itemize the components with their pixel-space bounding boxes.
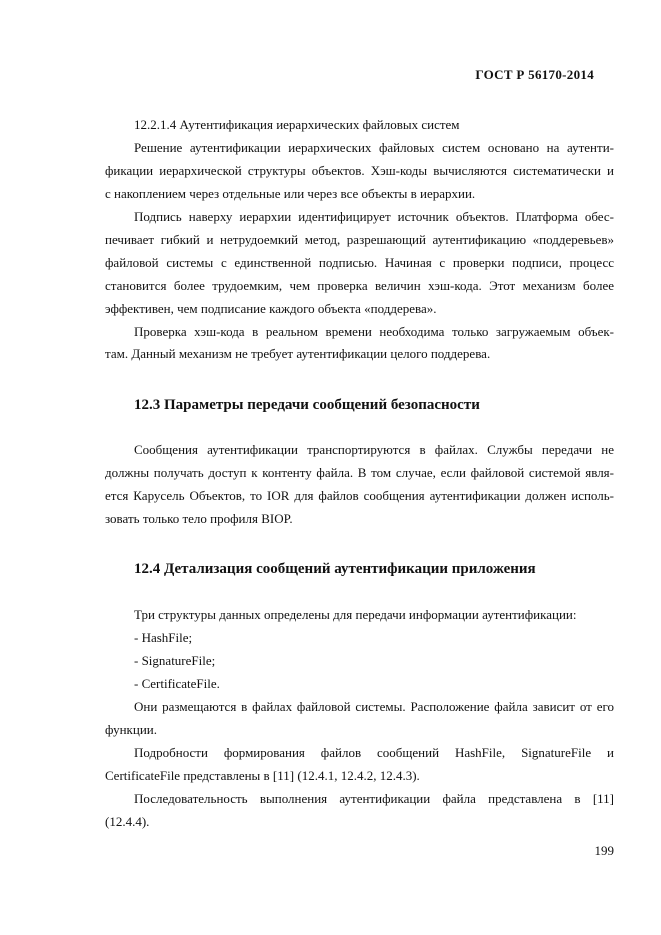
paragraph-line: там. Данный механизм не требует аутентификации целого поддерева. [105, 346, 491, 361]
paragraph-line: Три структуры данных определены для передачи информации аутентификации: [134, 607, 577, 622]
paragraph-line: эффективен, чем подписание каждого объекта «поддерева». [105, 301, 437, 316]
paragraph-line: CertificateFile представлены в [11] (12.4.1, 12.4.2, 12.4.3). [105, 768, 420, 783]
page-number: 199 [594, 843, 614, 858]
paragraph-line: Решение аутентификации иерархических файловых систем основано на аутенти- [134, 140, 614, 155]
paragraph-line: должны получать доступ к контенту файла. В том случае, если файловой системой явля- [105, 465, 614, 480]
paragraph-line: Подпись наверху иерархии идентифицирует источник объектов. Платформа обес- [134, 209, 614, 224]
paragraph-line: файловой системы с единственной подписью. Начиная с проверки подписи, процесс [105, 255, 614, 270]
list-item: - SignatureFile; [134, 653, 216, 668]
paragraph-line: Подробности формирования файлов сообщений HashFile, SignatureFile и [134, 745, 614, 760]
paragraph-line: Проверка хэш-кода в реальном времени необходима только загружаемым объек- [134, 324, 614, 339]
paragraph-line: Они размещаются в файлах файловой системы. Расположение файла зависит от его [134, 699, 614, 714]
section-heading-12-3: 12.3 Параметры передачи сообщений безопасности [134, 397, 480, 413]
subsection-title: 12.2.1.4 Аутентификация иерархических файловых систем [134, 117, 460, 132]
document-header: ГОСТ Р 56170-2014 [475, 67, 594, 82]
section-heading-12-4: 12.4 Детализация сообщений аутентификации приложения [134, 561, 536, 577]
paragraph-line: печивает гибкий и нетрудоемкий метод, разрешающий аутентификацию «поддеревьев» [105, 232, 614, 247]
paragraph-line: Сообщения аутентификации транспортируются в файлах. Службы передачи не [134, 442, 614, 457]
paragraph-line: функции. [105, 722, 157, 737]
paragraph-line: фикации иерархической структуры объектов. Хэш-коды вычисляются систематически и [105, 163, 614, 178]
paragraph-line: Последовательность выполнения аутентификации файла представлена в [11] [134, 791, 614, 806]
list-item: - CertificateFile. [134, 676, 220, 691]
paragraph-line: ется Карусель Объектов, то IOR для файлов сообщения аутентификации должен исполь- [105, 488, 614, 503]
paragraph-line: (12.4.4). [105, 814, 150, 829]
paragraph-line: с накоплением через отдельные или через все объекты в иерархии. [105, 186, 476, 201]
list-item: - HashFile; [134, 630, 193, 645]
paragraph-line: становится более трудоемким, чем проверка величин хэш-кода. Этот механизм более [105, 278, 614, 293]
paragraph-line: зовать только тело профиля BIOP. [105, 511, 293, 526]
